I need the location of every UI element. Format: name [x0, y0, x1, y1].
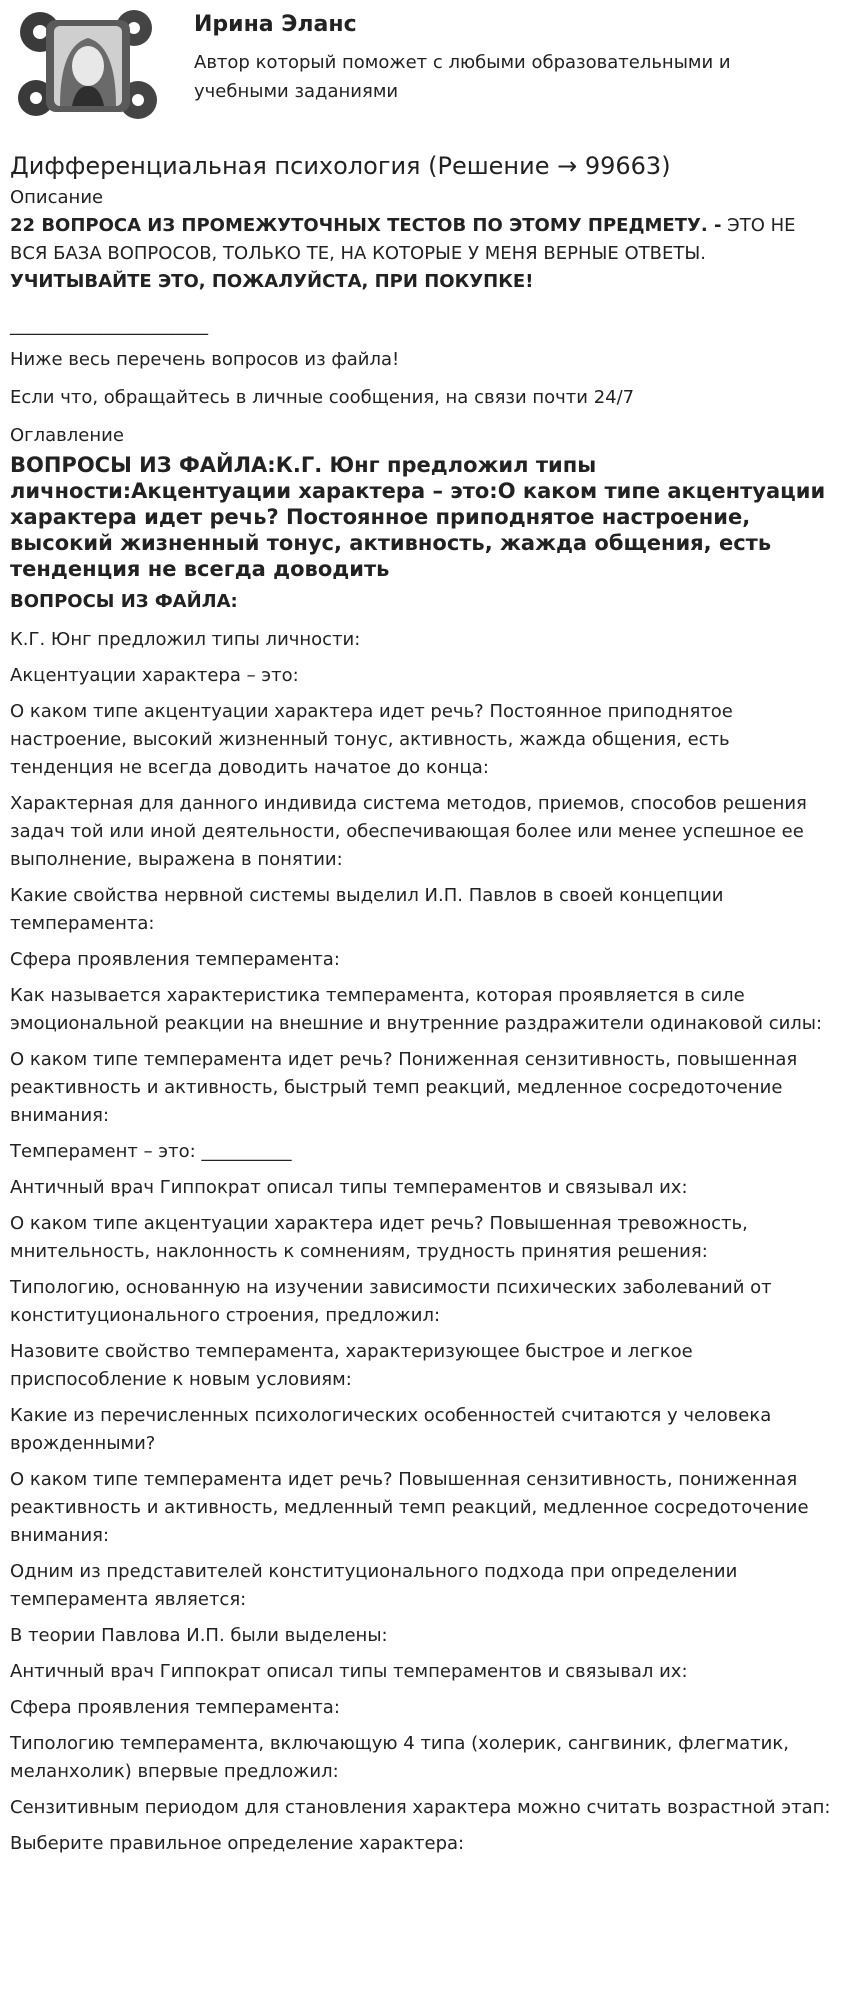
- question-item: Акцентуации характера – это:: [10, 665, 299, 686]
- question-item: Античный врач Гиппократ описал типы темпераментов и связывал их:: [10, 1661, 688, 1682]
- question-item: О каком типе темперамента идет речь? Пониженная сензитивность, повышенная реактивность и активность, быстрый темп реакций, медленное сосредоточение внимания:: [10, 1049, 798, 1126]
- author-name[interactable]: Ирина Эланс: [194, 12, 357, 37]
- warning-normal: ЭТО НЕ ВСЯ БАЗА ВОПРОСОВ, ТОЛЬКО ТЕ, НА КОТОРЫЕ У МЕНЯ ВЕРНЫЕ ОТВЕТЫ.: [10, 215, 796, 264]
- question-item: Одним из представителей конституционального подхода при определении темперамента является:: [10, 1561, 738, 1610]
- question-item: Какие из перечисленных психологических особенностей считаются у человека врожденными?: [10, 1405, 772, 1454]
- question-item: Типологию темперамента, включающую 4 типа (холерик, сангвиник, флегматик, меланхолик) впервые предложил:: [10, 1733, 789, 1782]
- author-description: Автор который поможет с любыми образовательными и учебными заданиями: [194, 52, 731, 102]
- question-item: Античный врач Гиппократ описал типы темпераментов и связывал их:: [10, 1177, 688, 1198]
- description-label: Описание: [10, 187, 104, 208]
- question-item: О каком типе темперамента идет речь? Повышенная сензитивность, пониженная реактивность и активность, медленный темп реакций, медленное сосредоточение внимания:: [10, 1469, 809, 1546]
- question-item: Характерная для данного индивида система методов, приемов, способов решения задач той или иной деятельности, обеспечивающая более или менее успешное ее выполнение, выражена в понятии:: [10, 793, 807, 870]
- question-item: Сензитивным периодом для становления характера можно считать возрастной этап:: [10, 1797, 831, 1818]
- question-item: О каком типе акцентуации характера идет речь? Повышенная тревожность, мнительность, наклонность к сомнениям, трудность принятия решения:: [10, 1213, 748, 1262]
- avatar-image: [16, 6, 158, 124]
- toc-label: Оглавление: [10, 425, 124, 446]
- warning-bold-2: УЧИТЫВАЙТЕ ЭТО, ПОЖАЛУЙСТА, ПРИ ПОКУПКЕ!: [10, 271, 534, 292]
- question-item: Выберите правильное определение характера:: [10, 1833, 465, 1854]
- question-list: [10, 626, 837, 1858]
- question-item: Темперамент – это: __________: [10, 1141, 292, 1162]
- text-divider: ______________________: [10, 315, 208, 336]
- author-card: [10, 0, 837, 150]
- description-line-1: Ниже весь перечень вопросов из файла!: [10, 349, 400, 370]
- question-item: Сфера проявления темперамента:: [10, 1697, 340, 1718]
- question-item: Как называется характеристика темперамента, которая проявляется в силе эмоциональной реакции на внешние и внутренние раздражители одинаковой силы:: [10, 985, 823, 1034]
- question-item: О каком типе акцентуации характера идет речь? Постоянное приподнятое настроение, высокий жизненный тонус, активность, жажда общения, есть тенденция не всегда доводить начатое до конца:: [10, 701, 733, 778]
- question-item: Какие свойства нервной системы выделил И.П. Павлов в своей концепции темперамента:: [10, 885, 724, 934]
- toc-heading: ВОПРОСЫ ИЗ ФАЙЛА:К.Г. Юнг предложил типы личности:Акцентуации характера – это:О каком типе акцентуации характера идет речь? Постоянное приподнятое настроение, высокий жизненный тонус, активность, жажда общения, есть тенденция не всегда доводить: [10, 453, 826, 581]
- question-item: В теории Павлова И.П. были выделены:: [10, 1625, 388, 1646]
- warning-bold: 22 ВОПРОСА ИЗ ПРОМЕЖУТОЧНЫХ ТЕСТОВ ПО ЭТОМУ ПРЕДМЕТУ. -: [10, 215, 722, 236]
- author-avatar[interactable]: [16, 6, 158, 124]
- description-warning: [10, 212, 837, 296]
- question-item: К.Г. Юнг предложил типы личности:: [10, 629, 361, 650]
- question-item: Типологию, основанную на изучении зависимости психических заболеваний от конституционального строения, предложил:: [10, 1277, 772, 1326]
- question-item: Сфера проявления темперамента:: [10, 949, 340, 970]
- question-item: Назовите свойство темперамента, характеризующее быстрое и легкое приспособление к новым условиям:: [10, 1341, 693, 1390]
- description-line-2: Если что, обращайтесь в личные сообщения, на связи почти 24/7: [10, 387, 635, 408]
- questions-section-heading: ВОПРОСЫ ИЗ ФАЙЛА:: [10, 591, 238, 612]
- product-title: Дифференциальная психология (Решение → 99663): [10, 152, 671, 180]
